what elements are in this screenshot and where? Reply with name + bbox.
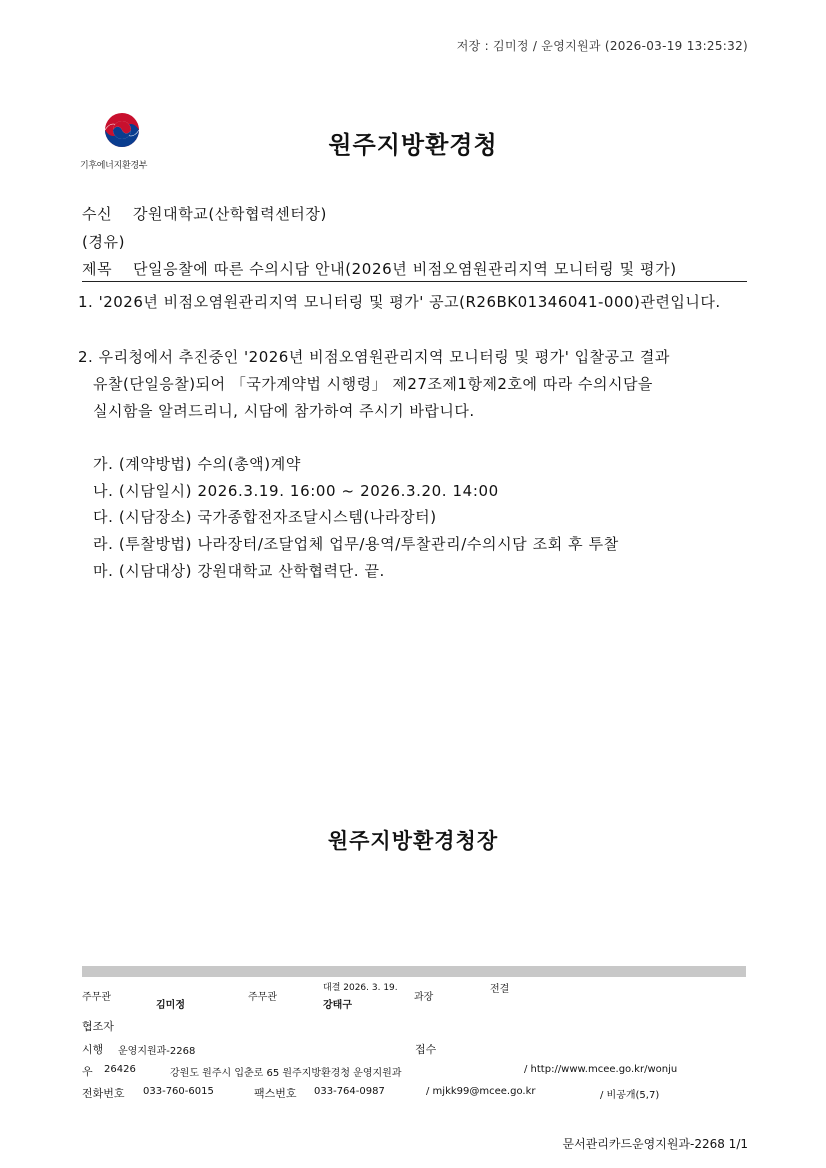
recipient-label: 수신: [82, 205, 113, 223]
approver-2-name: 강태구: [323, 1000, 352, 1011]
final-approval-label: 전결: [490, 984, 510, 995]
phone-label: 전화번호: [82, 1087, 125, 1100]
detail-item: 라. (투찰방법) 나라장터/조달업체 업무/용역/투찰관리/수의시담 조회 후 투찰: [93, 535, 619, 553]
approver-2-role: 주무관: [248, 992, 277, 1003]
saved-info: 저장 : 김미정 / 운영지원과 (2026-03-19 13:25:32): [456, 39, 748, 53]
email-link[interactable]: / mjkk99@mcee.go.kr: [426, 1086, 536, 1097]
receipt-label: 접수: [415, 1043, 437, 1056]
paragraph-2-line-3: 실시함을 알려드리니, 시담에 참가하여 주시기 바랍니다.: [93, 402, 475, 420]
document-card-footer: 문서관리카드운영지원과-2268 1/1: [562, 1137, 748, 1151]
subject-divider: [82, 281, 747, 282]
detail-item: 가. (계약방법) 수의(총액)계약: [93, 455, 301, 473]
via-row: (경유): [82, 233, 126, 251]
detail-item: 다. (시담장소) 국가종합전자조달시스템(나라장터): [93, 508, 437, 526]
fax-label: 팩스번호: [254, 1087, 297, 1100]
recipient-value: 강원대학교(산학협력센터장): [132, 205, 327, 223]
approver-1-name: 김미정: [156, 1000, 185, 1011]
enforce-label: 시행: [82, 1043, 104, 1056]
recipient-row: [82, 203, 327, 224]
detail-item: 나. (시담일시) 2026.3.19. 16:00 ~ 2026.3.20. 14:00: [93, 482, 499, 500]
phone-number: 033-760-6015: [143, 1086, 214, 1097]
document-title: 원주지방환경청: [328, 131, 498, 159]
approver-3-role: 과장: [414, 992, 434, 1003]
subject-value: 단일응찰에 따른 수의시담 안내(2026년 비점오염원관리지역 모니터링 및 평가): [132, 260, 677, 278]
address: 강원도 원주시 입춘로 65 원주지방환경청 운영지원과: [170, 1068, 402, 1079]
paragraph-1: 1. '2026년 비점오염원관리지역 모니터링 및 평가' 공고(R26BK01346041-000)관련입니다.: [78, 293, 721, 311]
paragraph-2-line-2: 유찰(단일응찰)되어 「국가계약법 시행령」 제27조제1항제2호에 따라 수의시담을: [93, 375, 653, 393]
fax-number: 033-764-0987: [314, 1086, 385, 1097]
postal-code: 26426: [104, 1064, 136, 1075]
subject-row: [82, 258, 677, 279]
approval-divider-bar: [82, 966, 746, 977]
issuer-signature: 원주지방환경청장: [327, 829, 499, 853]
homepage-link[interactable]: / http://www.mcee.go.kr/wonju: [524, 1064, 678, 1075]
cooperator-label: 협조자: [82, 1020, 114, 1033]
disclosure-status: / 비공개(5,7): [600, 1090, 660, 1101]
approver-1-role: 주무관: [82, 992, 111, 1003]
org-name-logo-text: 기후에너지환경부: [80, 161, 148, 171]
detail-item: 마. (시담대상) 강원대학교 산학협력단. 끝.: [93, 562, 385, 580]
decision-date: 대결 2026. 3. 19.: [323, 983, 398, 993]
postal-label: 우: [82, 1065, 93, 1078]
paragraph-2-line-1: 2. 우리청에서 추진중인 '2026년 비점오염원관리지역 모니터링 및 평가' 입찰공고 결과: [78, 348, 670, 366]
subject-label: 제목: [82, 260, 113, 278]
enforce-number: 운영지원과-2268: [118, 1046, 196, 1057]
